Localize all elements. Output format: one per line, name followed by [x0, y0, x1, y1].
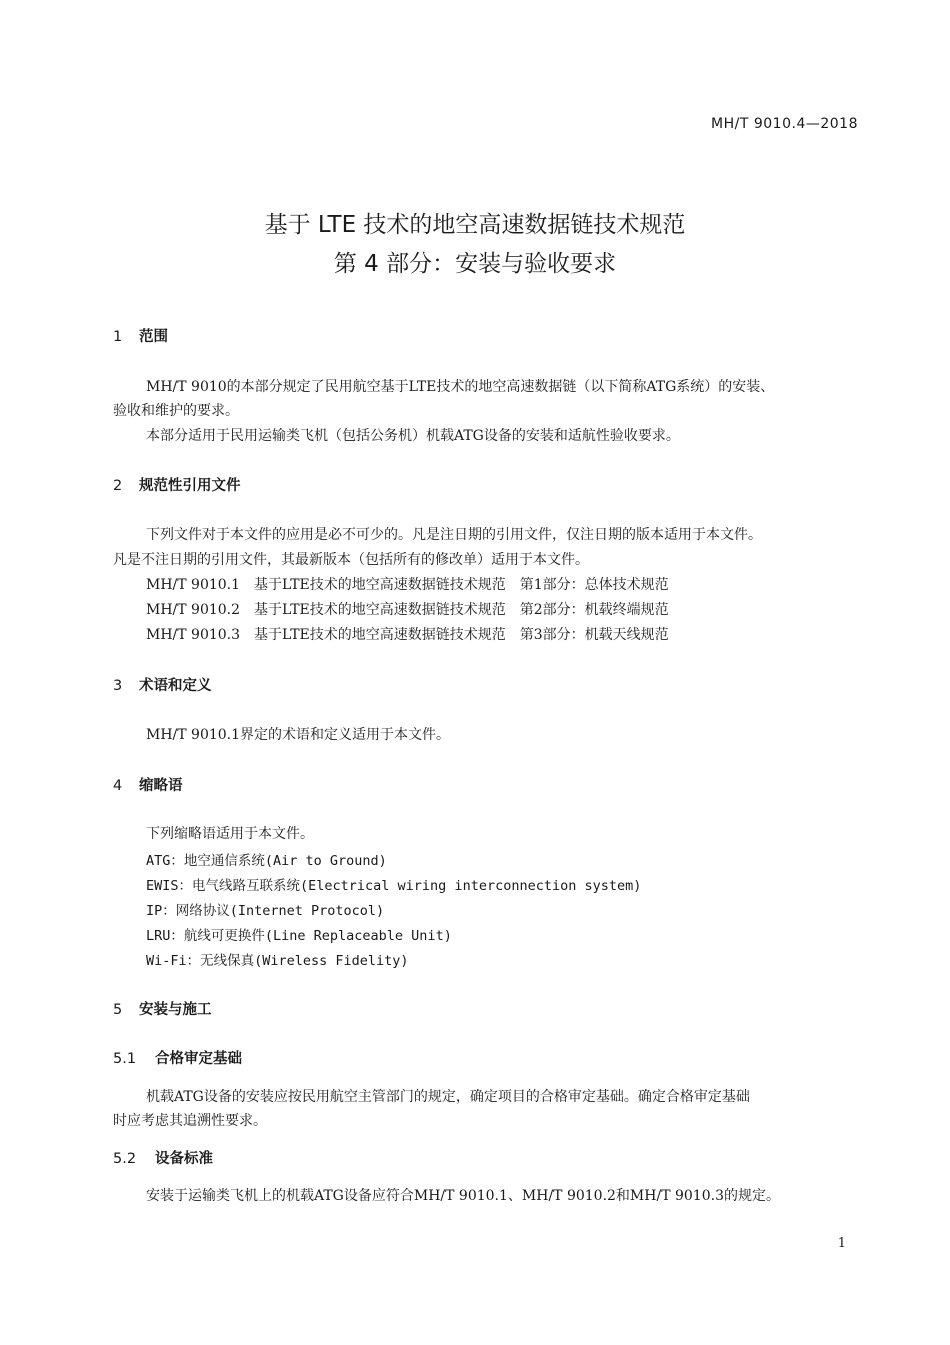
reference-item: MH/T 9010.2 基于LTE技术的地空高速数据链技术规范 第2部分：机载终端规范 [146, 602, 669, 618]
document-title-line1: 基于 LTE 技术的地空高速数据链技术规范 [264, 212, 686, 238]
abbreviations-intro: 下列缩略语适用于本文件。 [146, 826, 314, 842]
section-1-heading [113, 325, 168, 346]
section-1-paragraph-2: 本部分适用于民用运输类飞机（包括公务机）机载ATG设备的安装和适航性验收要求。 [146, 428, 680, 444]
subsection-5-1-paragraph-line-1: 机载ATG设备的安装应按民用航空主管部门的规定，确定项目的合格审定基础。确定合格审定基础 [146, 1089, 750, 1105]
abbreviation-item: Wi-Fi：无线保真(Wireless Fidelity) [146, 953, 409, 969]
abbreviation-item: LRU：航线可更换件(Line Replaceable Unit) [146, 928, 452, 944]
subsection-5-2-paragraph: 安装于运输类飞机上的机载ATG设备应符合MH/T 9010.1、MH/T 9010.2和MH/T 9010.3的规定。 [146, 1188, 780, 1204]
section-5-heading [113, 998, 212, 1019]
page-number: 1 [837, 1236, 846, 1251]
subsection-5-1-paragraph-line-2: 时应考虑其追溯性要求。 [113, 1113, 267, 1129]
reference-item: MH/T 9010.1 基于LTE技术的地空高速数据链技术规范 第1部分：总体技术规范 [146, 577, 669, 593]
section-2-paragraph-line-2: 凡是不注日期的引用文件，其最新版本（包括所有的修改单）适用于本文件。 [113, 552, 589, 568]
section-3-heading [113, 674, 212, 695]
section-3-paragraph: MH/T 9010.1界定的术语和定义适用于本文件。 [146, 727, 451, 743]
document-title-line2: 第 4 部分：安装与验收要求 [333, 251, 617, 277]
subsection-5-1-heading [113, 1047, 242, 1068]
subsection-title: 合格审定基础 [155, 1051, 242, 1067]
section-number: 5 [113, 1002, 123, 1018]
subsection-number: 5.2 [113, 1151, 137, 1167]
section-1-paragraph-1-line-1: MH/T 9010的本部分规定了民用航空基于LTE技术的地空高速数据链（以下简称ATG系统）的安装、 [146, 379, 775, 395]
abbreviation-item: EWIS：电气线路互联系统(Electrical wiring interconnection system) [146, 878, 642, 894]
section-number: 1 [113, 329, 123, 345]
section-number: 3 [113, 678, 123, 694]
section-title: 范围 [139, 329, 168, 345]
reference-item: MH/T 9010.3 基于LTE技术的地空高速数据链技术规范 第3部分：机载天线规范 [146, 627, 669, 643]
subsection-title: 设备标准 [155, 1151, 213, 1167]
subsection-5-2-heading [113, 1147, 213, 1168]
section-title: 规范性引用文件 [139, 478, 241, 494]
section-title: 缩略语 [139, 778, 183, 794]
standard-number: MH/T 9010.4—2018 [711, 116, 858, 132]
section-number: 2 [113, 478, 123, 494]
section-1-paragraph-1-line-2: 验收和维护的要求。 [113, 403, 239, 419]
section-2-paragraph-line-1: 下列文件对于本文件的应用是必不可少的。凡是注日期的引用文件，仅注日期的版本适用于本文件。 [146, 527, 762, 543]
subsection-number: 5.1 [113, 1051, 137, 1067]
section-title: 术语和定义 [139, 678, 212, 694]
section-title: 安装与施工 [139, 1002, 212, 1018]
section-2-heading [113, 474, 241, 495]
section-4-heading [113, 774, 183, 795]
abbreviation-item: ATG：地空通信系统(Air to Ground) [146, 853, 387, 869]
abbreviation-item: IP：网络协议(Internet Protocol) [146, 903, 385, 919]
section-number: 4 [113, 778, 123, 794]
